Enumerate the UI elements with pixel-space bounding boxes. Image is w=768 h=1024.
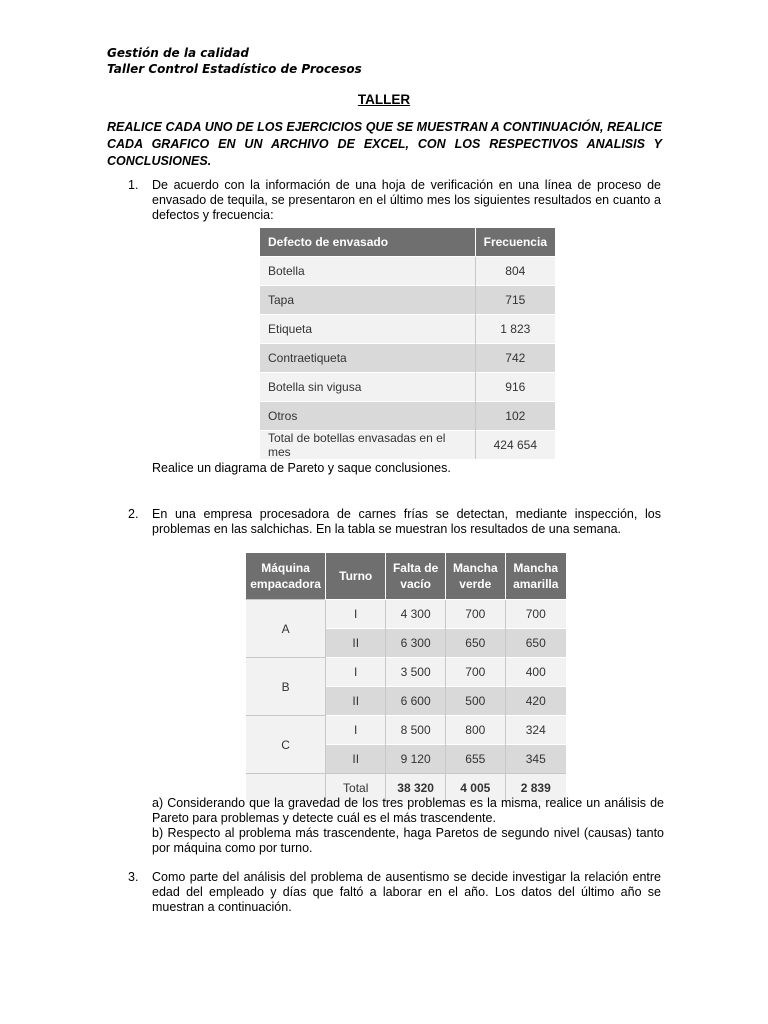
yellow-stain-column-header: Mancha amarilla — [505, 553, 566, 600]
shift-cell: II — [326, 687, 386, 716]
yellow-stain-cell: 420 — [505, 687, 566, 716]
machine-label: C — [246, 716, 326, 774]
defect-name: Etiqueta — [260, 315, 475, 344]
defect-frequency: 102 — [475, 402, 555, 431]
defect-name: Botella — [260, 257, 475, 286]
inspection-table — [246, 553, 566, 802]
defect-name: Otros — [260, 402, 475, 431]
defect-name: Contraetiqueta — [260, 344, 475, 373]
shift-cell: I — [326, 716, 386, 745]
green-stain-cell: 650 — [446, 629, 506, 658]
document-header — [107, 45, 362, 77]
exercise-1-text: De acuerdo con la información de una hoja de verificación en una línea de proceso de envasado de tequila, se presentaron en el último mes los siguientes resultados en cuanto a defectos y frecuencia: — [152, 178, 661, 222]
workshop-name: Taller Control Estadístico de Procesos — [107, 62, 362, 76]
yellow-stain-cell: 650 — [505, 629, 566, 658]
green-stain-cell: 700 — [446, 600, 506, 629]
table-row — [246, 600, 566, 629]
defect-name: Tapa — [260, 286, 475, 315]
exercise-3-text: Como parte del análisis del problema de ausentismo se decide investigar la relación entre edad del empleado y días que faltó a laborar en el año. Los datos del último año se muestran a continuación. — [152, 870, 661, 914]
table-row — [246, 658, 566, 687]
exercise-1-followup: Realice un diagrama de Pareto y saque conclusiones. — [152, 461, 451, 475]
yellow-stain-cell: 400 — [505, 658, 566, 687]
defect-name: Botella sin vigusa — [260, 373, 475, 402]
frequency-column-header: Frecuencia — [475, 228, 555, 257]
machine-label: A — [246, 600, 326, 658]
table-row — [260, 315, 555, 344]
vacuum-cell: 4 300 — [386, 600, 446, 629]
yellow-stain-cell: 700 — [505, 600, 566, 629]
total-label: Total — [326, 774, 386, 803]
table-row — [260, 431, 555, 460]
defect-frequency: 1 823 — [475, 315, 555, 344]
defect-column-header: Defecto de envasado — [260, 228, 475, 257]
green-stain-cell: 800 — [446, 716, 506, 745]
total-green-stain: 4 005 — [446, 774, 506, 803]
exercise-1-number: 1. — [128, 178, 139, 192]
yellow-stain-cell: 345 — [505, 745, 566, 774]
table-row — [260, 257, 555, 286]
total-vacuum: 38 320 — [386, 774, 446, 803]
shift-cell: II — [326, 629, 386, 658]
vacuum-column-header: Falta de vacío — [386, 553, 446, 600]
total-yellow-stain: 2 839 — [505, 774, 566, 803]
vacuum-cell: 3 500 — [386, 658, 446, 687]
vacuum-cell: 6 600 — [386, 687, 446, 716]
machine-label: B — [246, 658, 326, 716]
defect-frequency: 742 — [475, 344, 555, 373]
exercise-2-number: 2. — [128, 507, 139, 521]
table-row — [260, 344, 555, 373]
table-row — [260, 402, 555, 431]
page-title: TALLER — [357, 92, 411, 107]
exercise-2-text: En una empresa procesadora de carnes frías se detectan, mediante inspección, los problemas en las salchichas. En la tabla se muestran los resultados de una semana. — [152, 507, 661, 536]
yellow-stain-cell: 324 — [505, 716, 566, 745]
shift-cell: I — [326, 600, 386, 629]
shift-cell: II — [326, 745, 386, 774]
green-stain-cell: 500 — [446, 687, 506, 716]
table-row — [246, 716, 566, 745]
defects-table — [260, 228, 555, 459]
green-stain-column-header: Mancha verde — [446, 553, 506, 600]
exercise-2-part-b: b) Respecto al problema más trascendente, haga Paretos de segundo nivel (causas) tanto por máquina como por turno. — [152, 826, 664, 855]
green-stain-cell: 655 — [446, 745, 506, 774]
course-name: Gestión de la calidad — [107, 46, 249, 60]
defect-frequency: 916 — [475, 373, 555, 402]
vacuum-cell: 8 500 — [386, 716, 446, 745]
defect-name: Total de botellas envasadas en el mes — [260, 431, 475, 460]
defect-frequency: 804 — [475, 257, 555, 286]
defect-frequency: 715 — [475, 286, 555, 315]
exercise-3-number: 3. — [128, 870, 139, 884]
shift-column-header: Turno — [326, 553, 386, 600]
green-stain-cell: 700 — [446, 658, 506, 687]
machine-column-header: Máquina empacadora — [246, 553, 326, 600]
table-row — [260, 286, 555, 315]
table-row — [260, 373, 555, 402]
instructions: REALICE CADA UNO DE LOS EJERCICIOS QUE SE MUESTRAN A CONTINUACIÓN, REALICE CADA GRAFICO EN UN ARCHIVO DE EXCEL, CON LOS RESPECTIVOS ANALISIS Y CONCLUSIONES. — [107, 120, 662, 168]
shift-cell: I — [326, 658, 386, 687]
vacuum-cell: 6 300 — [386, 629, 446, 658]
vacuum-cell: 9 120 — [386, 745, 446, 774]
defect-frequency: 424 654 — [475, 431, 555, 460]
exercise-2-part-a: a) Considerando que la gravedad de los tres problemas es la misma, realice un análisis de Pareto para problemas y detecte cuál es el más trascendente. — [152, 796, 664, 825]
